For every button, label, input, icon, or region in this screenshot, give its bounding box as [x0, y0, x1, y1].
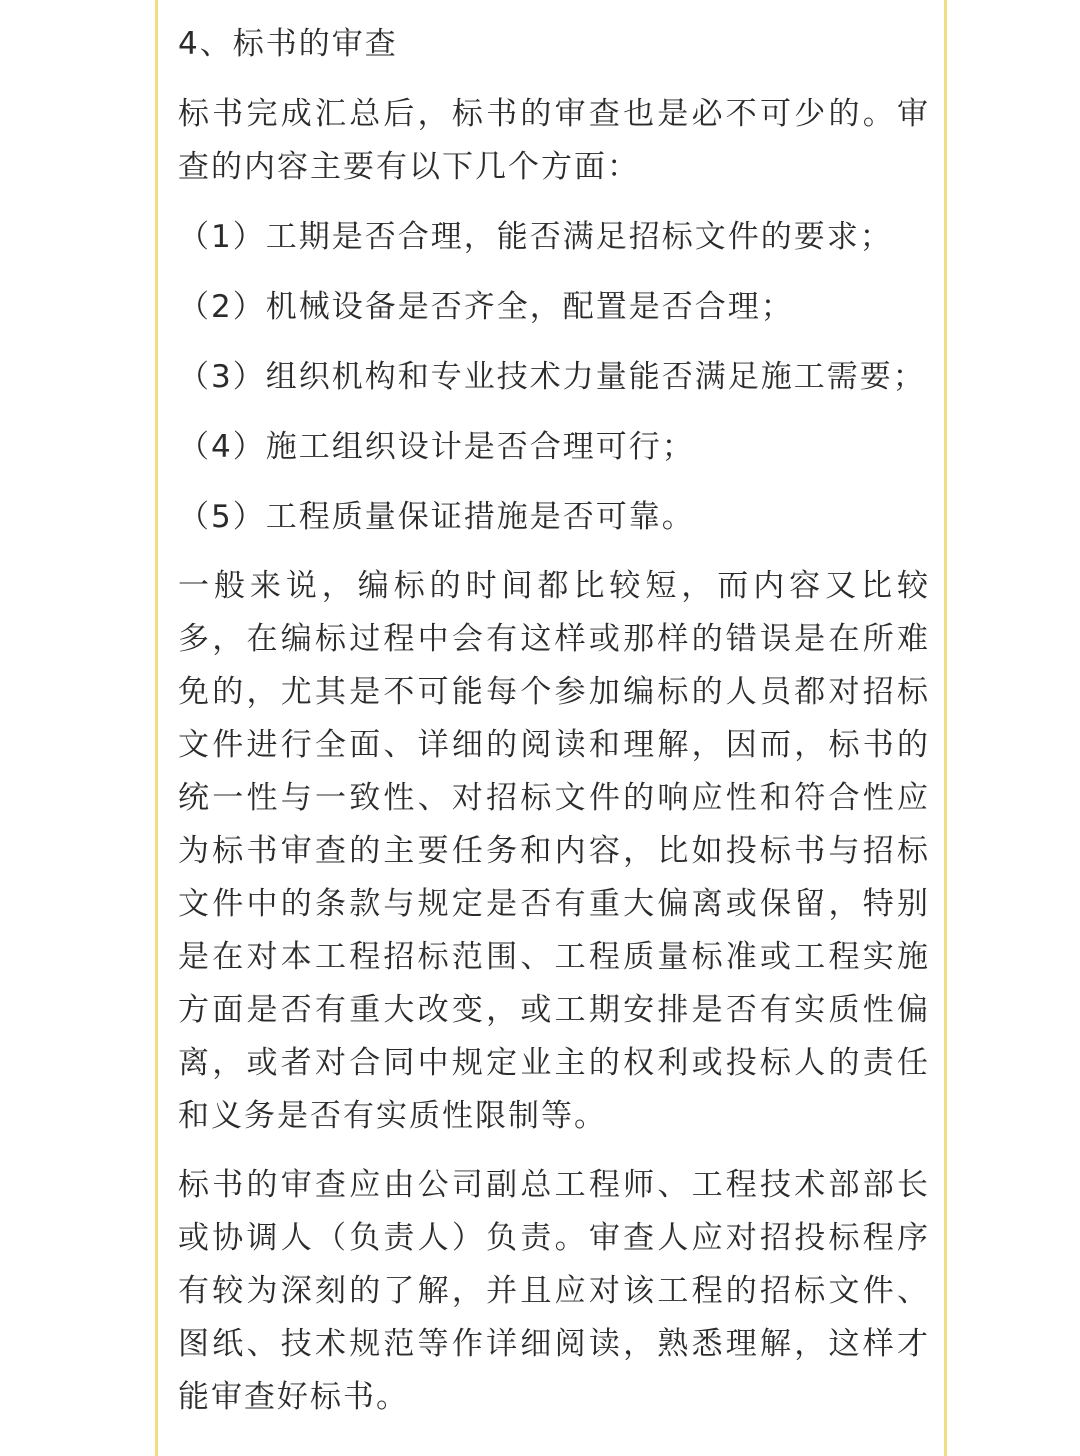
document-body: [178, 18, 930, 1440]
list-item-5: （5）工程质量保证措施是否可靠。: [178, 499, 695, 535]
body-paragraph-2: 一般来说，编标的时间都比较短，而内容又比较多，在编标过程中会有这样或那样的错误是在所难免的，尤其是不可能每个参加编标的人员都对招标文件进行全面、详细的阅读和理解，因而，标书的统一性与一致性、对招标文件的响应性和符合性应为标书审查的主要任务和内容，比如投标书与招标文件中的条款与规定是否有重大偏离或保留，特别是在对本工程招标范围、工程质量标准或工程实施方面是否有重大改变，或工期安排是否有实质性偏离，或者对合同中规定业主的权利或投标人的责任和义务是否有实质性限制等。: [178, 568, 930, 1134]
intro-paragraph: 标书完成汇总后，标书的审查也是必不可少的。审查的内容主要有以下几个方面：: [178, 96, 930, 185]
list-item-4: （4）施工组织设计是否合理可行；: [178, 429, 695, 465]
section-heading: 4、标书的审查: [178, 26, 398, 62]
list-item-1: （1）工期是否合理，能否满足招标文件的要求；: [178, 219, 893, 255]
list-item-3: （3）组织机构和专业技术力量能否满足施工需要；: [178, 359, 926, 395]
list-item-2: （2）机械设备是否齐全，配置是否合理；: [178, 289, 794, 325]
body-paragraph-3: 标书的审查应由公司副总工程师、工程技术部部长或协调人（负责人）负责。审查人应对招投标程序有较为深刻的了解，并且应对该工程的招标文件、图纸、技术规范等作详细阅读，熟悉理解，这样才能审查好标书。: [178, 1167, 930, 1415]
